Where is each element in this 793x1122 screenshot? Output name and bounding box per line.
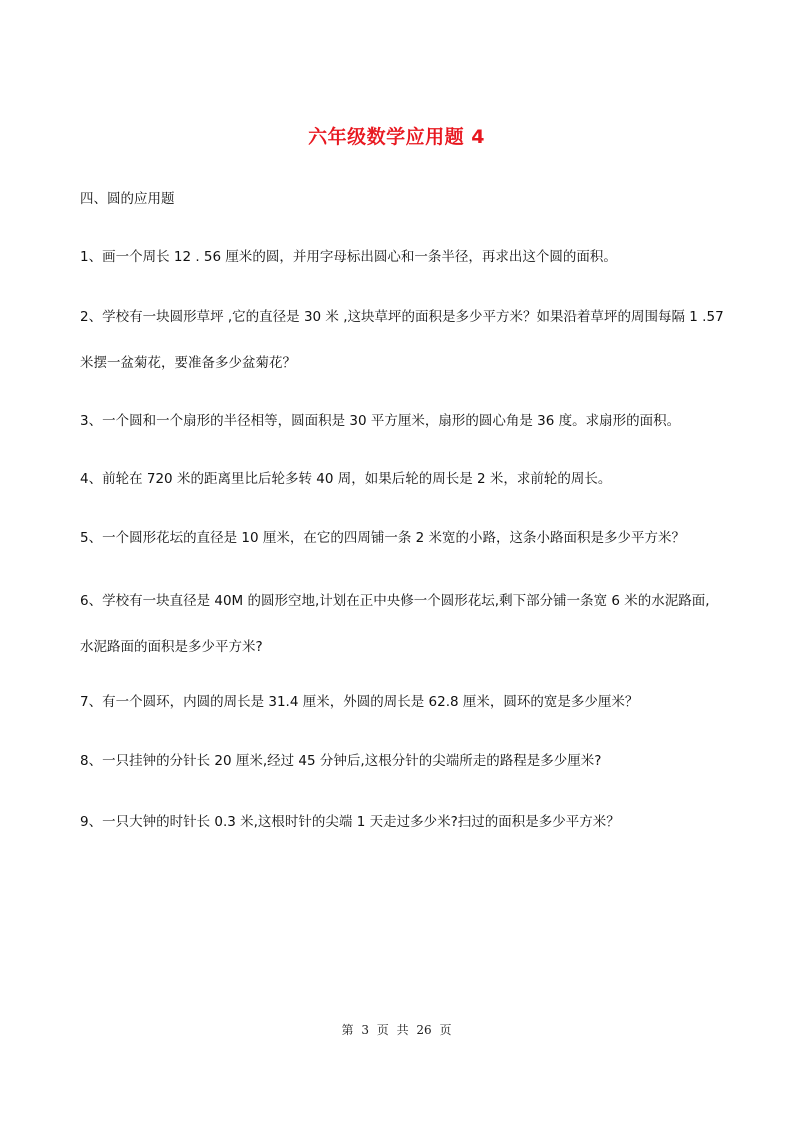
problem-6-line-1: 6、学校有一块直径是 40M 的圆形空地,计划在正中央修一个圆形花坛,剩下部分铺一条宽 6 米的水泥路面, <box>80 593 710 609</box>
problem-2 <box>80 294 730 386</box>
problem-6 <box>80 578 730 670</box>
problem-1: 1、画一个周长 12 . 56 厘米的圆，并用字母标出圆心和一条半径，再求出这个圆的面积。 <box>80 249 617 265</box>
problem-6-line-2: 水泥路面的面积是多少平方米? <box>80 639 263 655</box>
problem-3: 3、一个圆和一个扇形的半径相等，圆面积是 30 平方厘米，扇形的圆心角是 36 度。求扇形的面积。 <box>80 413 681 429</box>
problem-2-line-2: 米摆一盆菊花，要准备多少盆菊花？ <box>80 355 296 371</box>
problem-5: 5、一个圆形花坛的直径是 10 厘米，在它的四周铺一条 2 米宽的小路，这条小路面积是多少平方米？ <box>80 530 686 546</box>
problem-4: 4、前轮在 720 米的距离里比后轮多转 40 周，如果后轮的周长是 2 米，求前轮的周长。 <box>80 471 612 487</box>
problem-9: 9、一只大钟的时针长 0.3 米,这根时针的尖端 1 天走过多少米?扫过的面积是多少平方米？ <box>80 814 620 830</box>
page-footer: 第 3 页 共 26 页 <box>341 1023 452 1037</box>
page-title: 六年级数学应用题 4 <box>308 126 485 148</box>
problem-8: 8、一只挂钟的分针长 20 厘米,经过 45 分钟后,这根分针的尖端所走的路程是多少厘米? <box>80 753 602 769</box>
problem-7: 7、有一个圆环，内圆的周长是 31.4 厘米，外圆的周长是 62.8 厘米，圆环的宽是多少厘米？ <box>80 694 639 710</box>
problem-2-line-1: 2、学校有一块圆形草坪 ,它的直径是 30 米 ,这块草坪的面积是多少平方米？如果沿着草坪的周围每隔 1 .57 <box>80 309 724 325</box>
section-heading: 四、圆的应用题 <box>80 191 175 207</box>
